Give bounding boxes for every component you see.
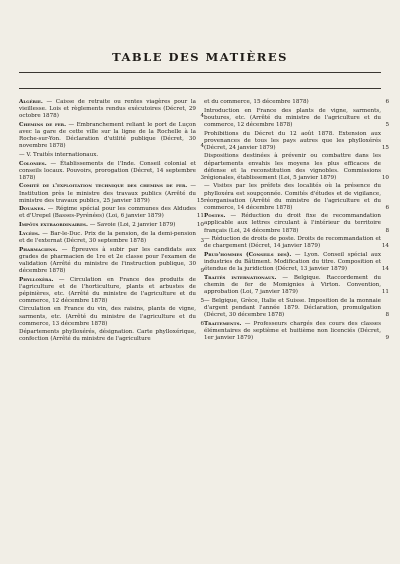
toc-entry-text [19, 161, 196, 182]
toc-entry-text [204, 131, 381, 152]
toc-page-number: 15 [196, 197, 204, 204]
toc-entry-heading: Traités internationaux. [204, 274, 277, 281]
toc-entry-text [19, 247, 196, 275]
toc-page-number: 9 [385, 334, 389, 341]
toc-entry [19, 277, 204, 305]
toc-entry-body: — Réduction de droits de poste. Droits de recommandation et de chargement (Décret, 14 janvier 1879) [204, 236, 381, 250]
toc-entry [204, 321, 389, 342]
toc-entry [204, 275, 389, 296]
toc-entry-text [204, 252, 381, 273]
toc-entry-heading: Phylloxéra. [19, 276, 54, 283]
toc-entry [204, 252, 389, 273]
toc-entry-text [204, 298, 381, 319]
toc-entry-body: et du commerce, 15 décembre 1878) [204, 99, 309, 105]
toc-entry-text [19, 152, 196, 159]
toc-entry-heading: Lycées. [19, 230, 40, 237]
toc-entry [19, 99, 204, 120]
toc-entry-body: Prohibitions du Décret du 12 août 1878. Extension aux provenances de tous les pays autres que les phylloxérés (Décret, 24 janvier 1879) [204, 130, 381, 151]
toc-entry-text [19, 206, 196, 220]
toc-entry [19, 161, 204, 182]
toc-entry [204, 131, 389, 152]
toc-entry-body: — Professeurs chargés des cours des classes élémentaires de septième et huitième non licenciés (Décret, 1er janvier 1879) [204, 320, 381, 341]
toc-entry-text [204, 236, 381, 250]
toc-entry-body: — Caisse de retraite ou rentes viagères pour la vieillesse. Lois et règlements rendus exécutoires (Décret, 29 octobre 1878) [19, 99, 196, 120]
toc-entry-body: — Belgique, Grèce, Italie et Suisse. Imposition de la monnaie d'argent pendant l'année 1879. Déclaration, promulgation (Décret, 30 décembre 1878) [204, 297, 381, 318]
toc-page-number: 3 [200, 237, 204, 244]
toc-entry-text [19, 277, 196, 305]
toc-page-number: 14 [381, 243, 389, 250]
toc-entry [204, 108, 389, 129]
toc-entry [19, 183, 204, 204]
toc-entry [19, 231, 204, 245]
toc-entry-heading: Pharmaciens. [19, 246, 58, 253]
toc-entry [204, 153, 389, 181]
toc-entry-body: — Réduction du droit fixe de recommandation applicable aux lettres circulant à l'intérieur du territoire français (Loi, 24 décembre 1878) [204, 213, 381, 234]
toc-entry [204, 298, 389, 319]
toc-entry-heading: Prud'hommes (Conseils des). [204, 252, 292, 259]
toc-entry-body: — Épreuves à subir par les candidats aux grades de pharmacien de 1re et 2e classe pour l'examen de validation (Arrêté du ministre de l'instruction publique, 30 décembre 1878) [19, 246, 196, 274]
toc-entry-body: Introduction en France des plants de vigne, sarments, boutures, etc. (Arrêté du ministre de l'agriculture et du commerce, 12 décembre 1878) [204, 107, 381, 128]
toc-entry-heading: Postes. [204, 213, 226, 220]
toc-page-number: 11 [381, 289, 389, 296]
toc-entry-body: — Embranchement reliant le port de Luçon avec la gare de cette ville sur la ligne de la Rochelle à la Roche-sur-Yon. Déclaration d'utilité publique (Décret, 30 novembre 1878) [19, 121, 196, 150]
toc-page-number: 3 [200, 174, 204, 181]
toc-entry-body: — Lyon. Conseil spécial aux industries du Bâtiment. Modification du titre. Composition et étendue de la juridiction (Décret, 13 janvier 1879) [204, 252, 382, 273]
toc-entry-text [204, 183, 381, 211]
toc-page-number: 8 [385, 311, 389, 318]
toc-entry-heading: Chemins de fer. [19, 121, 67, 128]
toc-entry-body: — Régime spécial pour les communes des Aldudes et d'Urepel (Basses-Pyrénées) (Loi, 6 janvier 1879) [19, 206, 196, 220]
toc-entry-text [19, 306, 196, 327]
toc-entry-body: Départements phylloxérés, désignation. Carte phylloxérique, confection (Arrêté du ministre de l'agriculture [19, 329, 196, 343]
toc-page-number: 9 [200, 267, 204, 274]
toc-entry-text [204, 213, 381, 234]
toc-entry-text [19, 99, 196, 120]
toc-entry-text [19, 329, 196, 343]
toc-entry [204, 213, 389, 234]
toc-entry-body: — Visites par les préfets des localités où la présence du phylloxéra est soupçonnée. Comités d'études et de vigilance, réorganisation (Arrêté du ministre de l'agriculture et du commerce, 14 décembre 1878) [204, 183, 381, 211]
toc-page-number: 6 [385, 99, 389, 105]
toc-entry [204, 183, 389, 211]
toc-page-number: 5 [200, 297, 204, 304]
toc-entry-body: Circulation en France du vin, des raisins, plants de vigne, sarments, etc. (Arrêté du ministre de l'agriculture et du commerce, 13 décembre 1878) [19, 306, 196, 327]
toc-page-number: 14 [381, 266, 389, 273]
toc-right-column [204, 99, 389, 344]
toc-entry-text [204, 99, 381, 106]
toc-entry-text [204, 108, 381, 129]
toc-page-number: 11 [196, 213, 204, 220]
toc-entry-heading: Douanes. [19, 206, 46, 213]
toc-entry-text [19, 222, 196, 229]
toc-entry [204, 236, 389, 250]
toc-entry [19, 306, 204, 327]
toc-page-number: 6 [385, 204, 389, 211]
toc-entry-body: — Circulation en France des produits de l'agriculture et de l'horticulture, plants et arbustes de pépinières, etc. (Arrêté du ministre de l'agriculture et du commerce, 12 décembre 1878) [19, 276, 196, 304]
toc-entry-text [19, 231, 196, 245]
toc-page-number: 6 [200, 320, 204, 327]
toc-entry [19, 329, 204, 343]
toc-left-column [19, 99, 204, 345]
toc-page-number: 10 [196, 222, 204, 229]
toc-entry [204, 99, 389, 106]
toc-entry-heading: Traitements. [204, 320, 242, 327]
toc-entry-text [19, 122, 196, 150]
toc-entry-heading: Algérie. [19, 99, 43, 105]
toc-entry-heading: Impôts extraordinaires. [19, 222, 88, 229]
toc-page-number: 4 [200, 143, 204, 150]
title-rule-bottom [19, 88, 381, 89]
title-rule-top [19, 72, 381, 73]
toc-entry-body: — V. Traités internationaux. [19, 151, 99, 158]
toc-entry [19, 247, 204, 275]
toc-entry-text [204, 275, 381, 296]
toc-page-number: 4 [200, 113, 204, 120]
toc-entry-body: Dispositions destinées à prévenir ou combattre dans les départements envahis les moyens les plus efficaces de défense et la reconstitution des vignobles. Commissions régionales, établissement (Loi, 5 janvier 1879) [204, 153, 381, 181]
toc-page-number: 8 [385, 227, 389, 234]
toc-entry-text [19, 183, 196, 204]
toc-page-number: 15 [381, 144, 389, 151]
toc-page-number: 10 [381, 174, 389, 181]
toc-entry [19, 122, 204, 150]
toc-entry [19, 152, 204, 159]
toc-entry-body: — Établissements de l'Inde. Conseil colonial et conseils locaux. Pouvoirs, prorogation (Décret, 14 septembre 1878) [19, 160, 196, 181]
toc-entry [19, 206, 204, 220]
toc-page-number: 5 [385, 121, 389, 128]
toc-entry-body: — Institution près le ministre des travaux publics (Arrêté du ministre des travaux publics, 25 janvier 1879) [19, 183, 196, 204]
toc-entry-body: — Bar-le-Duc. Prix de la pension, de la demi-pension et de l'externat (Décret, 30 septembre 1878) [19, 230, 196, 244]
toc-entry-heading: Comité de l'exploitation technique des chemins de fer. [19, 183, 188, 190]
toc-entry-body: — Belgique. Raccordement du chemin de fer de Momignies à Virton. Convention, approbation (Loi, 7 janvier 1879) [204, 274, 381, 296]
toc-entry-heading: Colonies. [19, 160, 47, 167]
toc-entry-body: — Savoie (Loi, 2 janvier 1879) [89, 222, 176, 229]
toc-entry-text [204, 321, 381, 342]
page-title: TABLE DES MATIÈRES [112, 50, 288, 64]
toc-entry-text [204, 153, 381, 181]
toc-entry [19, 222, 204, 229]
